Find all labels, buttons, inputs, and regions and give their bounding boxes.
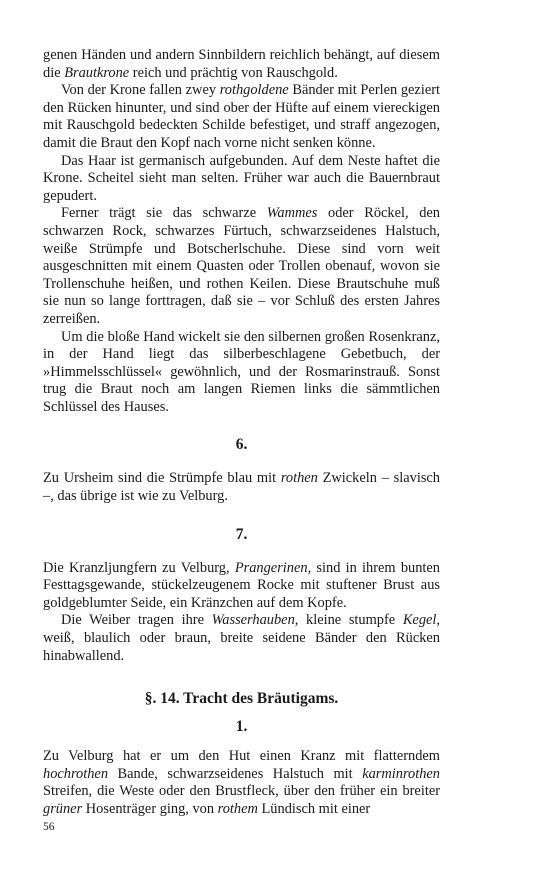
paragraph (43, 560, 440, 613)
italic-text: rothgoldene (219, 82, 289, 99)
text-run: Lündisch mit einer (257, 801, 371, 817)
paragraph (43, 82, 440, 152)
text-run: sind in ihrem bunten Festtagsgewande, stückelzeugenem Rocke mit stuftener Brust aus goldgeblumter Seide, ein Kränzchen auf dem Kopfe. (43, 559, 441, 611)
italic-text: rothem (217, 801, 258, 817)
section-title: §. 14. Tracht des Bräutigams. (144, 690, 339, 708)
text-run: Hosenträger ging, von (82, 801, 218, 817)
text-run: weiß, blaulich oder braun, breite seidene Bänder den Rücken hinabwallend. (43, 630, 440, 664)
text-run: Streifen, die Weste oder den Brustfleck, über den früher ein breiter (43, 783, 440, 800)
section-number: 7. (235, 525, 248, 543)
page-body (43, 47, 440, 819)
text-run: genen Händen und andern Sinnbildern reichlich behängt, auf diesem die (43, 47, 440, 81)
text-run: Die Kranzljungfern zu Velburg, (43, 559, 235, 576)
italic-text: Prangerinen, (234, 559, 312, 576)
italic-text: hochrothen (43, 765, 109, 782)
text-run: Ferner trägt sie das schwarze (61, 205, 267, 222)
text-run: Die Weiber tragen ihre (61, 612, 212, 629)
paragraph (43, 205, 440, 328)
paragraph (43, 470, 440, 505)
text-run: Das Haar ist germanisch aufgebunden. Auf dem Neste haftet die Krone. Scheitel sieht man selten. Früher war auch die Bauernbraut gepudert. (43, 152, 440, 204)
text-run: oder Röckel, den schwarzen Rock, schwarzes Fürtuch, schwarzseidenes Halstuch, weiße Strümpfe und Botscherlschuhe. Diese sind vorn weit ausgeschnitten mit einem Quasten oder Trollen obenauf, wovon sie Trollenschuhe heißen, und rothen Keilen. Diese Brautschuhe muß sie nun so lange forttragen, daß sie – vor Schluß des ersten Jahres zerreißen. (43, 205, 440, 327)
text-run: Bänder mit Perlen geziert den Rücken hinunter, und sind ober der Hüfte auf einem viereckigen mit Rauschgold bedeckten Schilde befestiget, und straff angezogen, damit die Braut den Kopf nach vorne nicht senken könne. (43, 82, 440, 151)
italic-text: Brautkrone (64, 64, 130, 81)
italic-text: Wasserhauben, (211, 612, 299, 629)
italic-text: karminrothen (362, 765, 440, 782)
text-run: reich und prächtig von Rauschgold. (129, 64, 338, 81)
text-run: Zwickeln – slavisch –, das übrige ist wie zu Velburg. (43, 470, 440, 505)
text-run: Zu Velburg hat er um den Hut einen Kranz mit flatterndem (43, 748, 440, 765)
italic-text: Wammes (266, 205, 318, 222)
text-run: Um die bloße Hand wickelt sie den silbernen großen Rosenkranz, in der Hand liegt das silberbeschlagene Gebetbuch, der »Himmelsschlüssel« gewöhnlich, und der Rosmarinstrauß. Sonst trug die Braut noch am langen Riemen links die sämmtlichen Schlüssel des Hauses. (43, 328, 440, 415)
section-number: 6. (235, 436, 248, 454)
paragraph (43, 47, 440, 82)
paragraph (43, 612, 440, 665)
section-number: 1. (235, 718, 248, 736)
italic-text: grüner (43, 801, 83, 817)
italic-text: rothen (280, 470, 318, 487)
paragraph (43, 153, 440, 206)
paragraph (43, 329, 440, 417)
text-run: Von der Krone fallen zwey (61, 82, 220, 99)
page-number: 56 (43, 821, 55, 833)
text-run: Zu Ursheim sind die Strümpfe blau mit (43, 470, 281, 487)
text-run: Bande, schwarzseidenes Halstuch mit (108, 765, 363, 782)
paragraph (43, 748, 440, 818)
text-run: kleine stumpfe (298, 612, 403, 629)
italic-text: Kegel, (402, 612, 440, 629)
